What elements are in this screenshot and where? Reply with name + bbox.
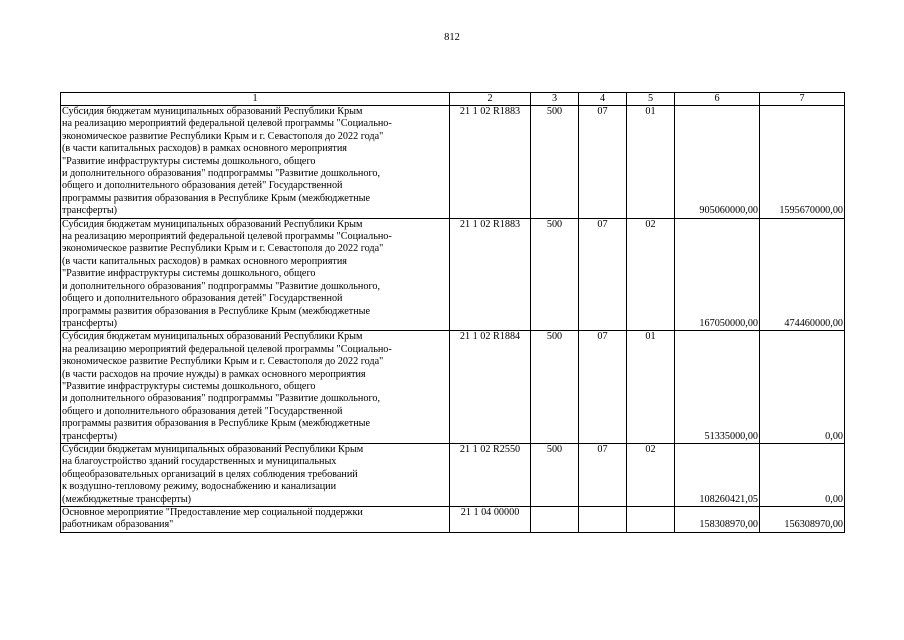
row-expense-type: 500: [531, 218, 579, 331]
row-section: [579, 507, 627, 533]
row-amount-2: 474460000,00: [760, 218, 845, 331]
row-amount-1: 905060000,00: [675, 106, 760, 219]
table-row: [61, 218, 845, 331]
table-row: [61, 331, 845, 444]
row-subsection: [627, 507, 675, 533]
row-amount-1: 108260421,05: [675, 443, 760, 506]
row-target-article: 21 1 02 R1884: [450, 331, 531, 444]
column-header-1: 1: [61, 93, 450, 106]
row-description: Основное мероприятие "Предоставление мер социальной поддержки работникам образования": [61, 507, 450, 533]
row-section: 07: [579, 331, 627, 444]
row-target-article: 21 1 02 R2550: [450, 443, 531, 506]
row-section: 07: [579, 218, 627, 331]
row-amount-1: 167050000,00: [675, 218, 760, 331]
row-target-article: 21 1 02 R1883: [450, 218, 531, 331]
column-header-5: 5: [627, 93, 675, 106]
row-expense-type: 500: [531, 443, 579, 506]
row-subsection: 02: [627, 443, 675, 506]
column-number-row: [61, 93, 845, 106]
table-row: [61, 443, 845, 506]
row-target-article: 21 1 04 00000: [450, 507, 531, 533]
page-number: 812: [444, 32, 460, 43]
budget-table: [60, 92, 845, 533]
row-amount-2: 156308970,00: [760, 507, 845, 533]
column-header-7: 7: [760, 93, 845, 106]
row-expense-type: [531, 507, 579, 533]
column-header-2: 2: [450, 93, 531, 106]
row-amount-2: 0,00: [760, 331, 845, 444]
row-description: Субсидии бюджетам муниципальных образований Республики Крым на благоустройство зданий государственных и муниципальных общеобразовательных организаций в целях соблюдения требований к воздушно-тепловому режиму, водоснабжению и канализации (межбюджетные трансферты): [61, 443, 450, 506]
row-description: Субсидия бюджетам муниципальных образований Республики Крым на реализацию мероприятий федеральной целевой программы "Социально- экономическое развитие Республики Крым и г. Севастополя до 2022 года" (в части капитальных расходов) в рамках основного мероприятия "Развитие инфраструктуры системы дошкольного, общего и дополнительного образования" подпрограммы "Развитие дошкольного, общего и дополнительного образования детей" Государственной программы развития образования в Республике Крым (межбюджетные трансферты): [61, 218, 450, 331]
column-header-4: 4: [579, 93, 627, 106]
row-subsection: 02: [627, 218, 675, 331]
column-header-6: 6: [675, 93, 760, 106]
row-amount-1: 158308970,00: [675, 507, 760, 533]
column-header-3: 3: [531, 93, 579, 106]
row-target-article: 21 1 02 R1883: [450, 106, 531, 219]
row-expense-type: 500: [531, 106, 579, 219]
row-section: 07: [579, 106, 627, 219]
row-description: Субсидия бюджетам муниципальных образований Республики Крым на реализацию мероприятий федеральной целевой программы "Социально- экономическое развитие Республики Крым и г. Севастополя до 2022 года" (в части капитальных расходов) в рамках основного мероприятия "Развитие инфраструктуры системы дошкольного, общего и дополнительного образования" подпрограммы "Развитие дошкольного, общего и дополнительного образования детей" Государственной программы развития образования в Республике Крым (межбюджетные трансферты): [61, 106, 450, 219]
row-description: Субсидия бюджетам муниципальных образований Республики Крым на реализацию мероприятий федеральной целевой программы "Социально- экономическое развитие Республики Крым и г. Севастополя до 2022 года" (в части расходов на прочие нужды) в рамках основного мероприятия "Развитие инфраструктуры системы дошкольного, общего и дополнительного образования" подпрограммы "Развитие дошкольного, общего и дополнительного образования детей "Государственной программы развития образования в Республике Крым (межбюджетные трансферты): [61, 331, 450, 444]
row-amount-2: 1595670000,00: [760, 106, 845, 219]
row-amount-2: 0,00: [760, 443, 845, 506]
row-subsection: 01: [627, 106, 675, 219]
row-expense-type: 500: [531, 331, 579, 444]
row-amount-1: 51335000,00: [675, 331, 760, 444]
table-row: [61, 106, 845, 219]
row-subsection: 01: [627, 331, 675, 444]
table-row: [61, 507, 845, 533]
row-section: 07: [579, 443, 627, 506]
